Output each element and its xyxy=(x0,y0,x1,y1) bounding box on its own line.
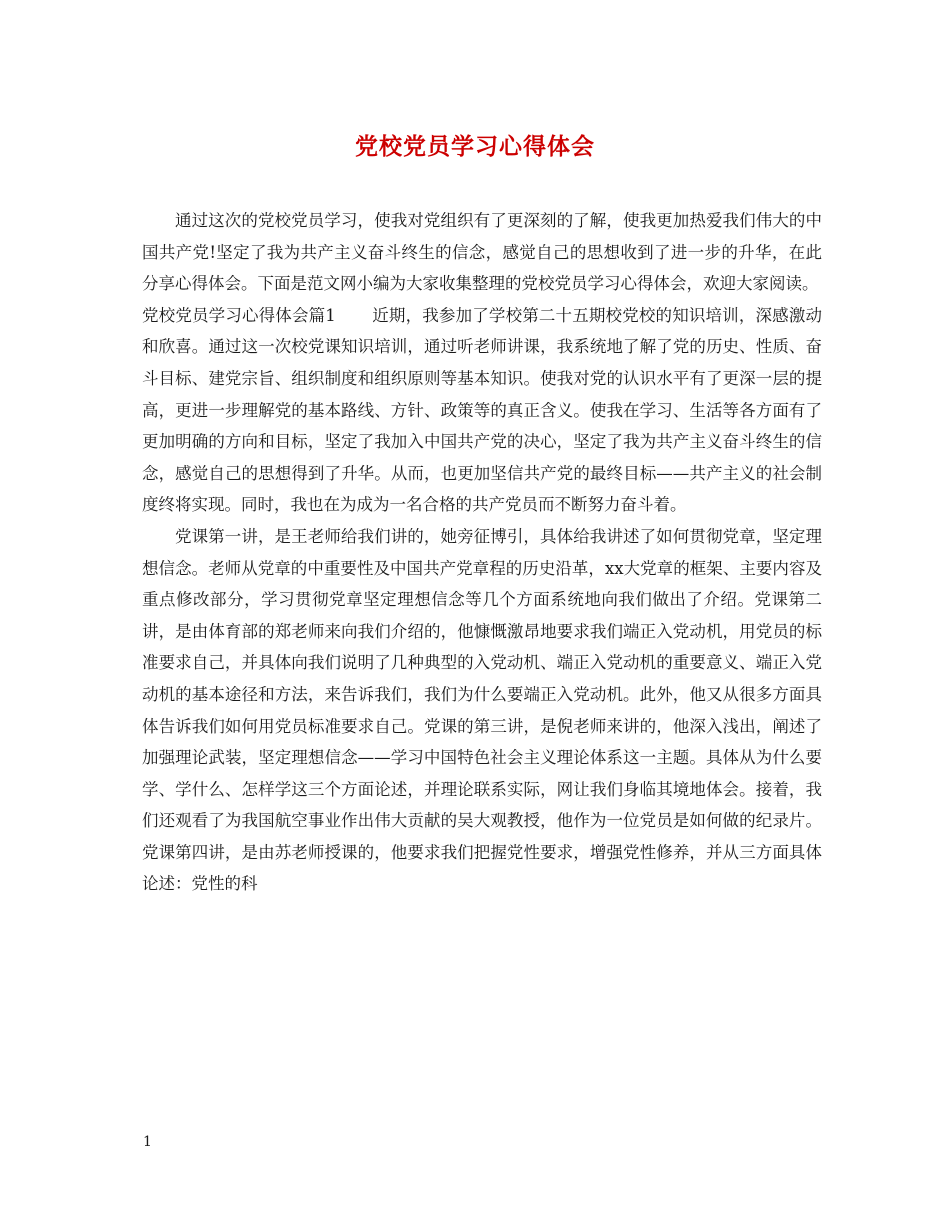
document-title: 党校党员学习心得体会 xyxy=(355,133,595,160)
intro-paragraph: 通过这次的党校党员学习，使我对党组织有了更深刻的了解，使我更加热爱我们伟大的中国共产党!坚定了我为共产主义奋斗终生的信念，感觉自己的思想收到了进一步的升华，在此分享心得体会。下面是范文网小编为大家收集整理的党校党员学习心得体会，欢迎大家阅读。 xyxy=(142,211,822,294)
section-text: 近期，我参加了学校第二十五期校党校的知识培训，深感激动和欣喜。通过这一次校党课知识培训，通过听老师讲课，我系统地了解了党的历史、性质、奋斗目标、建党宗旨、组织制度和组织原则等基本知识。使我对党的认识水平有了更深一层的提高，更进一步理解党的基本路线、方针、政策等的真正含义。使我在学习、生活等各方面有了更加明确的方向和目标，坚定了我加入中国共产党的决心，坚定了我为共产主义奋斗终生的信念，感觉自己的思想得到了升华。从而，也更加坚信共产党的最终目标——共产主义的社会制度终将实现。同时，我也在为成为一名合格的共产党员而不断努力奋斗着。 xyxy=(142,305,823,515)
page-number: 1 xyxy=(143,1134,152,1150)
section-heading: 党校党员学习心得体会篇1 xyxy=(142,305,336,325)
section-paragraph xyxy=(142,300,822,521)
body-paragraph: 党课第一讲，是王老师给我们讲的，她旁征博引，具体给我讲述了如何贯彻党章，坚定理想信念。老师从党章的中重要性及中国共产党章程的历史沿革，xx大党章的框架、主要内容及重点修改部分，学习贯彻党章坚定理想信念等几个方面系统地向我们做出了介绍。党课第二讲，是由体育部的郑老师来向我们介绍的，他慷慨激昂地要求我们端正入党动机，用党员的标准要求自己，并具体向我们说明了几种典型的入党动机、端正入党动机的重要意义、端正入党动机的基本途径和方法，来告诉我们，我们为什么要端正入党动机。此外，他又从很多方面具体告诉我们如何用党员标准要求自己。党课的第三讲，是倪老师来讲的，他深入浅出，阐述了加强理论武装，坚定理想信念——学习中国特色社会主义理论体系这一主题。具体从为什么要学、学什么、怎样学这三个方面论述，并理论联系实际，网让我们身临其境地体会。接着，我们还观看了为我国航空事业作出伟大贡献的吴大观教授，他作为一位党员是如何做的纪录片。党课第四讲，是由苏老师授课的，他要求我们把握党性要求，增强党性修养，并从三方面具体论述：党性的科 xyxy=(142,526,822,894)
document-body xyxy=(142,205,822,900)
